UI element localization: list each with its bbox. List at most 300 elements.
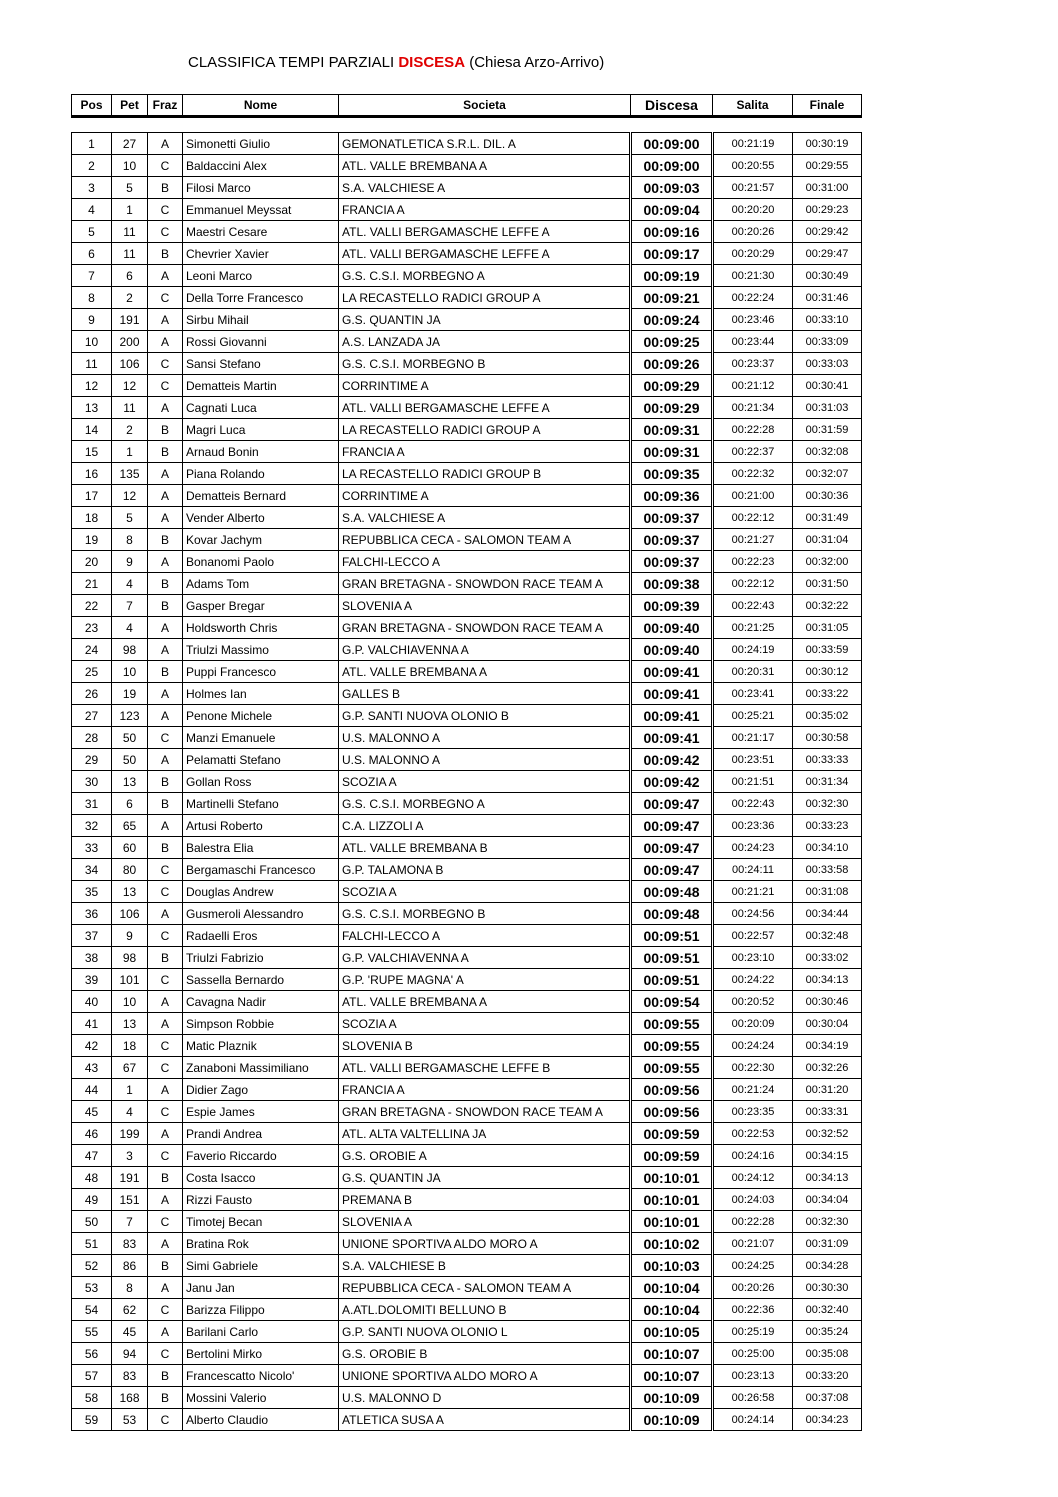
table-row xyxy=(72,463,862,485)
table-row xyxy=(72,661,862,683)
table-row xyxy=(72,1409,862,1431)
salita-cell: 00:24:25 xyxy=(713,1255,793,1277)
pos-cell: 31 xyxy=(72,793,112,815)
finale-cell: 00:30:04 xyxy=(793,1013,862,1035)
pet-cell: 19 xyxy=(112,683,148,705)
societa-cell: A.S. LANZADA JA xyxy=(339,331,631,353)
salita-cell: 00:20:09 xyxy=(713,1013,793,1035)
salita-cell: 00:20:31 xyxy=(713,661,793,683)
discesa-cell: 00:09:41 xyxy=(631,661,713,683)
title-suffix: (Chiesa Arzo-Arrivo) xyxy=(465,54,605,71)
nome-cell: Zanaboni Massimiliano xyxy=(183,1057,339,1079)
fraz-cell: A xyxy=(148,397,183,419)
nome-cell: Chevrier Xavier xyxy=(183,243,339,265)
finale-cell: 00:31:20 xyxy=(793,1079,862,1101)
table-row xyxy=(72,1387,862,1409)
fraz-cell: B xyxy=(148,1167,183,1189)
nome-cell: Vender Alberto xyxy=(183,507,339,529)
table-row xyxy=(72,573,862,595)
fraz-cell: C xyxy=(148,1101,183,1123)
nome-cell: Barilani Carlo xyxy=(183,1321,339,1343)
discesa-cell: 00:09:47 xyxy=(631,815,713,837)
nome-cell: Bertolini Mirko xyxy=(183,1343,339,1365)
discesa-cell: 00:10:03 xyxy=(631,1255,713,1277)
pet-cell: 11 xyxy=(112,221,148,243)
pet-cell: 1 xyxy=(112,1079,148,1101)
salita-cell: 00:22:43 xyxy=(713,793,793,815)
pos-cell: 47 xyxy=(72,1145,112,1167)
salita-cell: 00:21:00 xyxy=(713,485,793,507)
discesa-cell: 00:09:56 xyxy=(631,1079,713,1101)
discesa-cell: 00:09:21 xyxy=(631,287,713,309)
salita-cell: 00:21:34 xyxy=(713,397,793,419)
nome-cell: Leoni Marco xyxy=(183,265,339,287)
finale-cell: 00:30:30 xyxy=(793,1277,862,1299)
societa-cell: G.S. C.S.I. MORBEGNO A xyxy=(339,793,631,815)
fraz-cell: C xyxy=(148,287,183,309)
nome-cell: Dematteis Martin xyxy=(183,375,339,397)
salita-cell: 00:24:24 xyxy=(713,1035,793,1057)
salita-cell: 00:22:28 xyxy=(713,1211,793,1233)
finale-cell: 00:31:09 xyxy=(793,1233,862,1255)
header-row xyxy=(72,95,862,117)
societa-cell: SLOVENIA B xyxy=(339,1035,631,1057)
nome-cell: Baldaccini Alex xyxy=(183,155,339,177)
nome-cell: Barizza Filippo xyxy=(183,1299,339,1321)
nome-cell: Didier Zago xyxy=(183,1079,339,1101)
discesa-cell: 00:09:00 xyxy=(631,133,713,155)
salita-cell: 00:24:22 xyxy=(713,969,793,991)
table-row xyxy=(72,1365,862,1387)
finale-cell: 00:33:09 xyxy=(793,331,862,353)
fraz-cell: A xyxy=(148,1013,183,1035)
nome-cell: Faverio Riccardo xyxy=(183,1145,339,1167)
societa-cell: SLOVENIA A xyxy=(339,1211,631,1233)
finale-cell: 00:30:36 xyxy=(793,485,862,507)
finale-cell: 00:32:22 xyxy=(793,595,862,617)
fraz-cell: C xyxy=(148,375,183,397)
fraz-cell: C xyxy=(148,859,183,881)
col-nome-header: Nome xyxy=(183,95,339,117)
finale-cell: 00:31:00 xyxy=(793,177,862,199)
table-row xyxy=(72,133,862,155)
salita-cell: 00:24:23 xyxy=(713,837,793,859)
table-row xyxy=(72,1211,862,1233)
pet-cell: 10 xyxy=(112,661,148,683)
nome-cell: Rossi Giovanni xyxy=(183,331,339,353)
fraz-cell: B xyxy=(148,441,183,463)
pet-cell: 7 xyxy=(112,595,148,617)
discesa-cell: 00:09:37 xyxy=(631,551,713,573)
nome-cell: Simpson Robbie xyxy=(183,1013,339,1035)
pet-cell: 10 xyxy=(112,155,148,177)
pet-cell: 5 xyxy=(112,507,148,529)
pos-cell: 59 xyxy=(72,1409,112,1431)
fraz-cell: B xyxy=(148,177,183,199)
pos-cell: 35 xyxy=(72,881,112,903)
finale-cell: 00:34:23 xyxy=(793,1409,862,1431)
salita-cell: 00:20:20 xyxy=(713,199,793,221)
finale-cell: 00:34:13 xyxy=(793,969,862,991)
fraz-cell: C xyxy=(148,221,183,243)
pos-cell: 58 xyxy=(72,1387,112,1409)
discesa-cell: 00:09:48 xyxy=(631,881,713,903)
nome-cell: Alberto Claudio xyxy=(183,1409,339,1431)
societa-cell: UNIONE SPORTIVA ALDO MORO A xyxy=(339,1365,631,1387)
discesa-cell: 00:09:59 xyxy=(631,1123,713,1145)
table-row xyxy=(72,265,862,287)
societa-cell: FRANCIA A xyxy=(339,1079,631,1101)
societa-cell: GRAN BRETAGNA - SNOWDON RACE TEAM A xyxy=(339,573,631,595)
fraz-cell: B xyxy=(148,573,183,595)
nome-cell: Rizzi Fausto xyxy=(183,1189,339,1211)
pos-cell: 28 xyxy=(72,727,112,749)
spacer-cell xyxy=(72,117,862,133)
societa-cell: ATL. VALLI BERGAMASCHE LEFFE A xyxy=(339,221,631,243)
salita-cell: 00:21:17 xyxy=(713,727,793,749)
table-row xyxy=(72,925,862,947)
nome-cell: Gollan Ross xyxy=(183,771,339,793)
nome-cell: Triulzi Massimo xyxy=(183,639,339,661)
salita-cell: 00:23:51 xyxy=(713,749,793,771)
finale-cell: 00:33:31 xyxy=(793,1101,862,1123)
discesa-cell: 00:10:01 xyxy=(631,1189,713,1211)
finale-cell: 00:34:04 xyxy=(793,1189,862,1211)
pet-cell: 7 xyxy=(112,1211,148,1233)
pet-cell: 94 xyxy=(112,1343,148,1365)
finale-cell: 00:32:52 xyxy=(793,1123,862,1145)
pet-cell: 45 xyxy=(112,1321,148,1343)
discesa-cell: 00:09:40 xyxy=(631,617,713,639)
salita-cell: 00:25:19 xyxy=(713,1321,793,1343)
fraz-cell: C xyxy=(148,353,183,375)
pet-cell: 11 xyxy=(112,397,148,419)
fraz-cell: A xyxy=(148,705,183,727)
finale-cell: 00:31:05 xyxy=(793,617,862,639)
finale-cell: 00:31:49 xyxy=(793,507,862,529)
nome-cell: Holdsworth Chris xyxy=(183,617,339,639)
fraz-cell: C xyxy=(148,969,183,991)
finale-cell: 00:29:55 xyxy=(793,155,862,177)
table-row xyxy=(72,397,862,419)
pos-cell: 4 xyxy=(72,199,112,221)
pet-cell: 86 xyxy=(112,1255,148,1277)
salita-cell: 00:23:44 xyxy=(713,331,793,353)
pet-cell: 8 xyxy=(112,1277,148,1299)
discesa-cell: 00:09:37 xyxy=(631,507,713,529)
table-row xyxy=(72,1079,862,1101)
salita-cell: 00:23:13 xyxy=(713,1365,793,1387)
nome-cell: Costa Isacco xyxy=(183,1167,339,1189)
discesa-cell: 00:09:39 xyxy=(631,595,713,617)
table-row xyxy=(72,1189,862,1211)
discesa-cell: 00:09:35 xyxy=(631,463,713,485)
nome-cell: Piana Rolando xyxy=(183,463,339,485)
pos-cell: 40 xyxy=(72,991,112,1013)
salita-cell: 00:21:51 xyxy=(713,771,793,793)
col-pos-header: Pos xyxy=(72,95,112,117)
finale-cell: 00:31:59 xyxy=(793,419,862,441)
pet-cell: 199 xyxy=(112,1123,148,1145)
nome-cell: Gusmeroli Alessandro xyxy=(183,903,339,925)
finale-cell: 00:33:22 xyxy=(793,683,862,705)
societa-cell: ATL. VALLE BREMBANA A xyxy=(339,991,631,1013)
discesa-cell: 00:10:07 xyxy=(631,1343,713,1365)
societa-cell: G.P. VALCHIAVENNA A xyxy=(339,639,631,661)
fraz-cell: A xyxy=(148,507,183,529)
societa-cell: SCOZIA A xyxy=(339,1013,631,1035)
salita-cell: 00:21:19 xyxy=(713,133,793,155)
discesa-cell: 00:09:40 xyxy=(631,639,713,661)
discesa-cell: 00:09:47 xyxy=(631,837,713,859)
pet-cell: 98 xyxy=(112,639,148,661)
fraz-cell: B xyxy=(148,1255,183,1277)
discesa-cell: 00:09:31 xyxy=(631,441,713,463)
nome-cell: Cagnati Luca xyxy=(183,397,339,419)
fraz-cell: A xyxy=(148,463,183,485)
discesa-cell: 00:09:42 xyxy=(631,749,713,771)
nome-cell: Bergamaschi Francesco xyxy=(183,859,339,881)
salita-cell: 00:22:23 xyxy=(713,551,793,573)
discesa-cell: 00:09:51 xyxy=(631,947,713,969)
nome-cell: Mossini Valerio xyxy=(183,1387,339,1409)
pos-cell: 32 xyxy=(72,815,112,837)
societa-cell: REPUBBLICA CECA - SALOMON TEAM A xyxy=(339,529,631,551)
fraz-cell: A xyxy=(148,1277,183,1299)
pos-cell: 50 xyxy=(72,1211,112,1233)
societa-cell: FALCHI-LECCO A xyxy=(339,925,631,947)
discesa-cell: 00:10:04 xyxy=(631,1299,713,1321)
table-row xyxy=(72,1035,862,1057)
pet-cell: 168 xyxy=(112,1387,148,1409)
fraz-cell: A xyxy=(148,639,183,661)
pos-cell: 29 xyxy=(72,749,112,771)
fraz-cell: B xyxy=(148,1387,183,1409)
pos-cell: 57 xyxy=(72,1365,112,1387)
table-row xyxy=(72,331,862,353)
finale-cell: 00:34:10 xyxy=(793,837,862,859)
fraz-cell: C xyxy=(148,727,183,749)
societa-cell: S.A. VALCHIESE A xyxy=(339,507,631,529)
table-row xyxy=(72,683,862,705)
societa-cell: G.S. C.S.I. MORBEGNO A xyxy=(339,265,631,287)
pet-cell: 9 xyxy=(112,551,148,573)
finale-cell: 00:30:46 xyxy=(793,991,862,1013)
societa-cell: G.S. OROBIE A xyxy=(339,1145,631,1167)
discesa-cell: 00:09:55 xyxy=(631,1013,713,1035)
societa-cell: GEMONATLETICA S.R.L. DIL. A xyxy=(339,133,631,155)
fraz-cell: A xyxy=(148,1233,183,1255)
finale-cell: 00:33:10 xyxy=(793,309,862,331)
societa-cell: S.A. VALCHIESE A xyxy=(339,177,631,199)
societa-cell: A.ATL.DOLOMITI BELLUNO B xyxy=(339,1299,631,1321)
societa-cell: FALCHI-LECCO A xyxy=(339,551,631,573)
nome-cell: Balestra Elia xyxy=(183,837,339,859)
fraz-cell: A xyxy=(148,991,183,1013)
nome-cell: Espie James xyxy=(183,1101,339,1123)
table-row xyxy=(72,1343,862,1365)
fraz-cell: C xyxy=(148,1343,183,1365)
finale-cell: 00:29:47 xyxy=(793,243,862,265)
societa-cell: G.S. C.S.I. MORBEGNO B xyxy=(339,353,631,375)
pos-cell: 22 xyxy=(72,595,112,617)
pos-cell: 18 xyxy=(72,507,112,529)
pet-cell: 13 xyxy=(112,1013,148,1035)
pet-cell: 191 xyxy=(112,309,148,331)
salita-cell: 00:21:30 xyxy=(713,265,793,287)
discesa-cell: 00:09:51 xyxy=(631,925,713,947)
nome-cell: Douglas Andrew xyxy=(183,881,339,903)
discesa-cell: 00:09:51 xyxy=(631,969,713,991)
fraz-cell: B xyxy=(148,529,183,551)
salita-cell: 00:21:12 xyxy=(713,375,793,397)
finale-cell: 00:34:28 xyxy=(793,1255,862,1277)
nome-cell: Martinelli Stefano xyxy=(183,793,339,815)
salita-cell: 00:22:12 xyxy=(713,507,793,529)
pet-cell: 6 xyxy=(112,793,148,815)
finale-cell: 00:31:08 xyxy=(793,881,862,903)
pet-cell: 60 xyxy=(112,837,148,859)
fraz-cell: A xyxy=(148,485,183,507)
pet-cell: 83 xyxy=(112,1233,148,1255)
finale-cell: 00:33:58 xyxy=(793,859,862,881)
finale-cell: 00:30:19 xyxy=(793,133,862,155)
salita-cell: 00:23:36 xyxy=(713,815,793,837)
finale-cell: 00:30:49 xyxy=(793,265,862,287)
pos-cell: 23 xyxy=(72,617,112,639)
societa-cell: GRAN BRETAGNA - SNOWDON RACE TEAM A xyxy=(339,617,631,639)
pet-cell: 53 xyxy=(112,1409,148,1431)
table-row xyxy=(72,1101,862,1123)
societa-cell: U.S. MALONNO D xyxy=(339,1387,631,1409)
fraz-cell: A xyxy=(148,683,183,705)
salita-cell: 00:24:12 xyxy=(713,1167,793,1189)
finale-cell: 00:35:08 xyxy=(793,1343,862,1365)
pos-cell: 15 xyxy=(72,441,112,463)
pet-cell: 3 xyxy=(112,1145,148,1167)
pet-cell: 4 xyxy=(112,617,148,639)
discesa-cell: 00:09:16 xyxy=(631,221,713,243)
pet-cell: 50 xyxy=(112,727,148,749)
fraz-cell: A xyxy=(148,1123,183,1145)
finale-cell: 00:34:13 xyxy=(793,1167,862,1189)
societa-cell: LA RECASTELLO RADICI GROUP A xyxy=(339,287,631,309)
pos-cell: 3 xyxy=(72,177,112,199)
nome-cell: Kovar Jachym xyxy=(183,529,339,551)
table-row xyxy=(72,1299,862,1321)
societa-cell: PREMANA B xyxy=(339,1189,631,1211)
finale-cell: 00:33:03 xyxy=(793,353,862,375)
results-table xyxy=(71,94,862,1431)
pet-cell: 83 xyxy=(112,1365,148,1387)
societa-cell: FRANCIA A xyxy=(339,441,631,463)
pos-cell: 10 xyxy=(72,331,112,353)
nome-cell: Simonetti Giulio xyxy=(183,133,339,155)
nome-cell: Simi Gabriele xyxy=(183,1255,339,1277)
finale-cell: 00:32:30 xyxy=(793,1211,862,1233)
table-row xyxy=(72,375,862,397)
table-row xyxy=(72,309,862,331)
col-discesa-header: Discesa xyxy=(631,95,713,117)
societa-cell: ATL. VALLE BREMBANA A xyxy=(339,661,631,683)
fraz-cell: C xyxy=(148,199,183,221)
societa-cell: LA RECASTELLO RADICI GROUP B xyxy=(339,463,631,485)
fraz-cell: A xyxy=(148,551,183,573)
fraz-cell: A xyxy=(148,1079,183,1101)
fraz-cell: B xyxy=(148,771,183,793)
finale-cell: 00:30:58 xyxy=(793,727,862,749)
fraz-cell: B xyxy=(148,793,183,815)
col-finale-header: Finale xyxy=(793,95,862,117)
nome-cell: Adams Tom xyxy=(183,573,339,595)
salita-cell: 00:23:37 xyxy=(713,353,793,375)
pet-cell: 12 xyxy=(112,375,148,397)
pet-cell: 2 xyxy=(112,419,148,441)
fraz-cell: A xyxy=(148,903,183,925)
fraz-cell: A xyxy=(148,265,183,287)
table-row xyxy=(72,947,862,969)
fraz-cell: A xyxy=(148,309,183,331)
nome-cell: Bratina Rok xyxy=(183,1233,339,1255)
pet-cell: 106 xyxy=(112,353,148,375)
salita-cell: 00:22:24 xyxy=(713,287,793,309)
finale-cell: 00:31:04 xyxy=(793,529,862,551)
pet-cell: 6 xyxy=(112,265,148,287)
table-row xyxy=(72,419,862,441)
table-row xyxy=(72,1123,862,1145)
pos-cell: 6 xyxy=(72,243,112,265)
finale-cell: 00:31:34 xyxy=(793,771,862,793)
pet-cell: 5 xyxy=(112,177,148,199)
pos-cell: 12 xyxy=(72,375,112,397)
table-row xyxy=(72,727,862,749)
pet-cell: 12 xyxy=(112,485,148,507)
salita-cell: 00:22:37 xyxy=(713,441,793,463)
salita-cell: 00:21:57 xyxy=(713,177,793,199)
pet-cell: 135 xyxy=(112,463,148,485)
table-row xyxy=(72,617,862,639)
fraz-cell: C xyxy=(148,1211,183,1233)
nome-cell: Francescatto Nicolo' xyxy=(183,1365,339,1387)
pet-cell: 10 xyxy=(112,991,148,1013)
pet-cell: 1 xyxy=(112,199,148,221)
pet-cell: 13 xyxy=(112,881,148,903)
table-row xyxy=(72,837,862,859)
col-pet-header: Pet xyxy=(112,95,148,117)
salita-cell: 00:20:52 xyxy=(713,991,793,1013)
discesa-cell: 00:10:01 xyxy=(631,1211,713,1233)
discesa-cell: 00:10:04 xyxy=(631,1277,713,1299)
nome-cell: Bonanomi Paolo xyxy=(183,551,339,573)
societa-cell: ATL. VALLE BREMBANA B xyxy=(339,837,631,859)
finale-cell: 00:32:26 xyxy=(793,1057,862,1079)
discesa-cell: 00:09:41 xyxy=(631,727,713,749)
table-row xyxy=(72,1321,862,1343)
pet-cell: 191 xyxy=(112,1167,148,1189)
discesa-cell: 00:09:03 xyxy=(631,177,713,199)
salita-cell: 00:23:41 xyxy=(713,683,793,705)
finale-cell: 00:37:08 xyxy=(793,1387,862,1409)
finale-cell: 00:30:41 xyxy=(793,375,862,397)
table-row xyxy=(72,1057,862,1079)
fraz-cell: C xyxy=(148,1409,183,1431)
societa-cell: G.P. 'RUPE MAGNA' A xyxy=(339,969,631,991)
salita-cell: 00:23:46 xyxy=(713,309,793,331)
finale-cell: 00:33:33 xyxy=(793,749,862,771)
pet-cell: 65 xyxy=(112,815,148,837)
finale-cell: 00:34:15 xyxy=(793,1145,862,1167)
pet-cell: 151 xyxy=(112,1189,148,1211)
